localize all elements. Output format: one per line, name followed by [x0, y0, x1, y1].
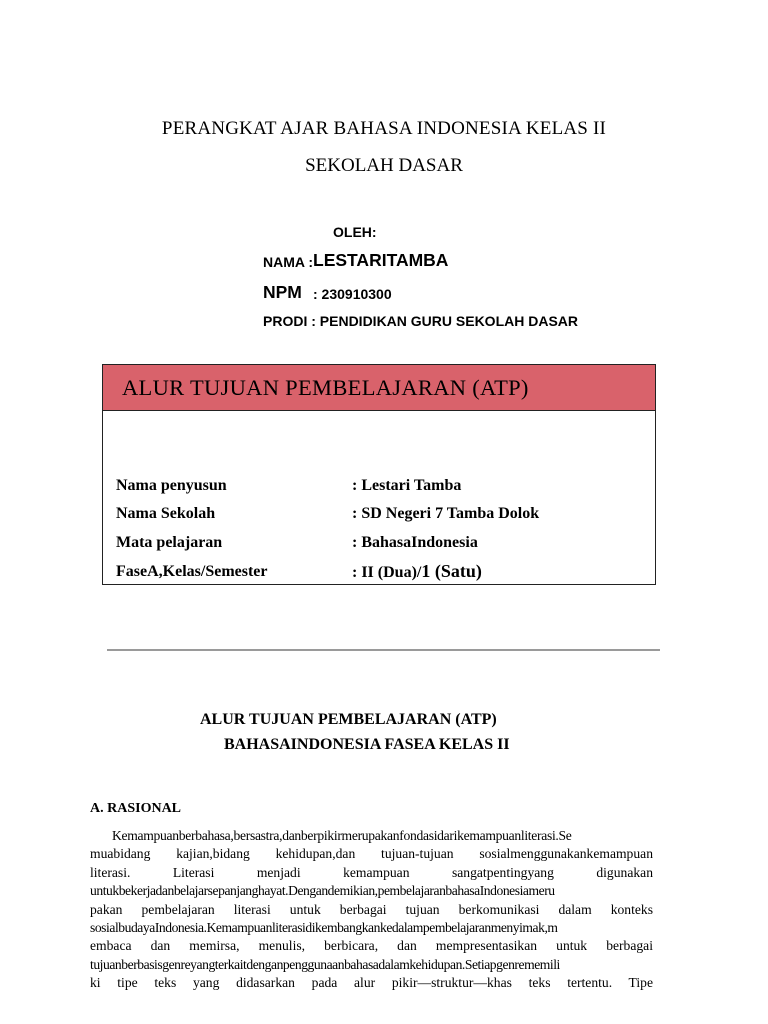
npm-label: NPM — [263, 282, 302, 302]
info-value-semester: 1 (Satu) — [421, 561, 482, 581]
paragraph-line: muabidang kajian,bidang kehidupan,dan tujuan-tujuan sosialmenggunakankemampuan — [90, 846, 653, 862]
document-title-line-2: SEKOLAH DASAR — [305, 155, 463, 176]
nama-value: LESTARITAMBA — [313, 250, 449, 270]
info-label-nama-sekolah: Nama Sekolah — [116, 505, 216, 522]
info-label-mata-pelajaran: Mata pelajaran — [116, 534, 223, 551]
info-value-mata-pelajaran: : BahasaIndonesia — [352, 534, 478, 551]
paragraph-line: sosialbudayaIndonesia.Kemampuanliterasidikembangkankedalampembelajaranmenyimak,m — [90, 919, 558, 935]
npm-value: : 230910300 — [313, 286, 392, 302]
document-title-line-1: PERANGKAT AJAR BAHASA INDONESIA KELAS II — [161, 118, 607, 139]
paragraph-line: ki tipe teks yang didasarkan pada alur pikir—struktur—khas teks tertentu. Tipe — [90, 975, 653, 991]
section-title-line-2: BAHASAINDONESIA FASEA KELAS II — [224, 736, 510, 753]
oleh-label: OLEH: — [333, 224, 377, 240]
info-label-nama-penyusun: Nama penyusun — [116, 477, 227, 494]
paragraph-line: pakan pembelajaran literasi untuk berbagai tujuan berkomunikasi dalam konteks — [90, 901, 653, 917]
rasional-paragraph — [90, 827, 653, 993]
atp-box-heading: ALUR TUJUAN PEMBELAJARAN (ATP) — [103, 365, 655, 411]
info-label-fase-kelas-semester: FaseA,Kelas/Semester — [116, 563, 268, 580]
prodi-line: PRODI : PENDIDIKAN GURU SEKOLAH DASAR — [263, 313, 579, 329]
section-title-line-1: ALUR TUJUAN PEMBELAJARAN (ATP) — [200, 711, 497, 728]
nama-label: NAMA : — [263, 254, 314, 270]
info-value-nama-penyusun: : Lestari Tamba — [352, 477, 462, 494]
paragraph-line: Kemampuanberbahasa,bersastra,danberpikirmerupakanfondasidarikemampuanliterasi.Se — [112, 828, 572, 843]
paragraph-line: untukbekerjadanbelajarsepanjanghayat.Dengandemikian,pembelajaranbahasaIndonesiameru — [90, 883, 555, 899]
paragraph-line: tujuanberbasisgenreyangterkaitdenganpenggunaanbahasadalamkehidupan.Setiapgenrememili — [90, 956, 560, 972]
info-value-fase-prefix: : II (Dua)/ — [352, 564, 422, 581]
horizontal-divider — [107, 649, 660, 651]
section-subheading-rasional: A. RASIONAL — [90, 801, 182, 816]
info-value-fase-kelas-semester — [352, 561, 482, 582]
paragraph-line: embaca dan memirsa, menulis, berbicara, dan mempresentasikan untuk berbagai — [90, 938, 653, 954]
paragraph-line: literasi. Literasi menjadi kemampuan sangatpentingyang digunakan — [90, 864, 653, 880]
info-value-nama-sekolah: : SD Negeri 7 Tamba Dolok — [352, 505, 540, 522]
atp-info-box — [102, 364, 656, 585]
